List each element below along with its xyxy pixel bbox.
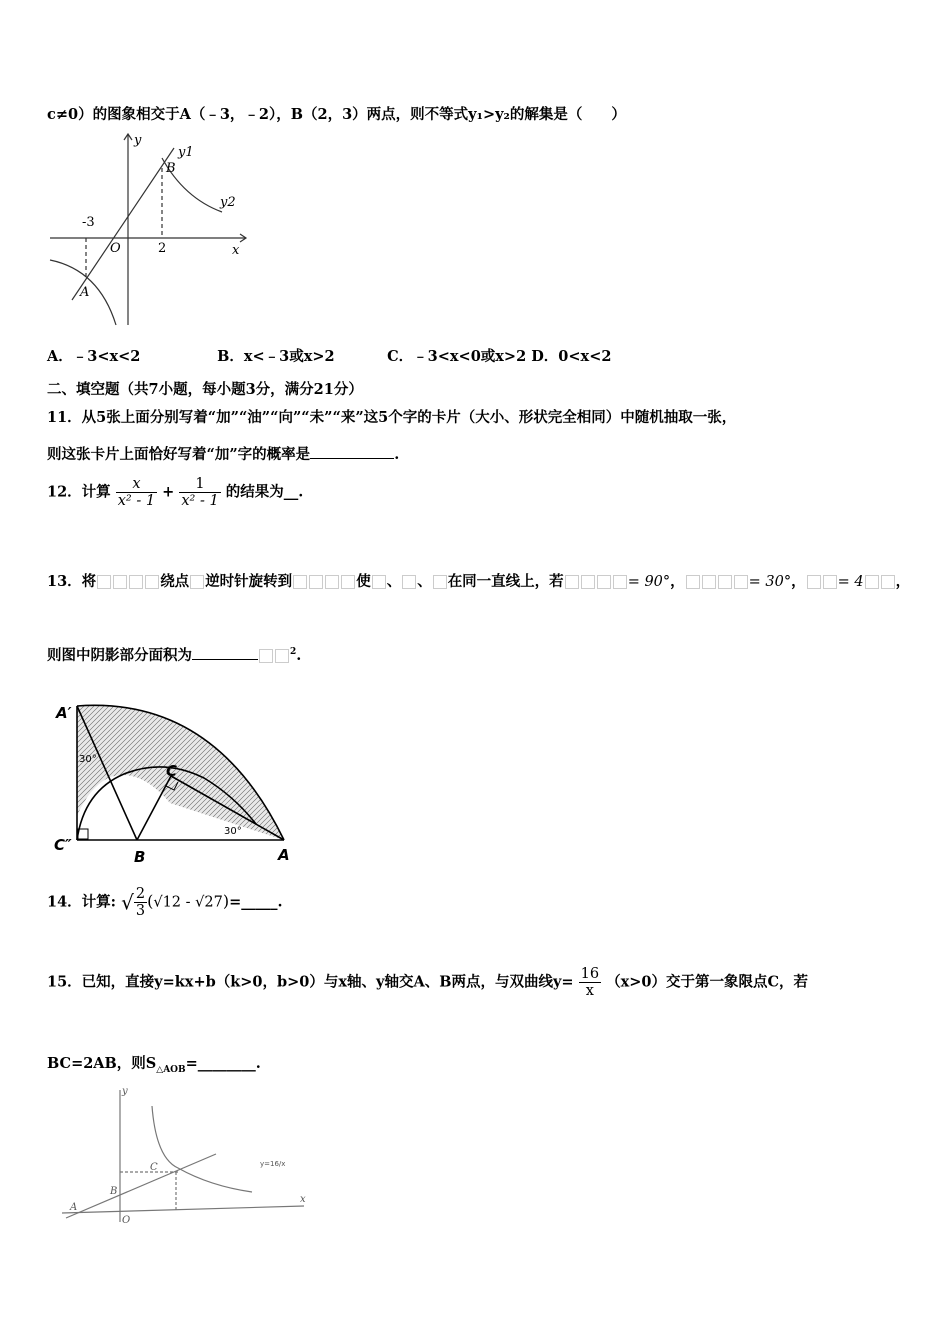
q12-line [47,476,303,509]
q13-blank[interactable] [192,659,258,660]
q14-inner: √12 - √27 [153,894,223,911]
missing-glyph-icon [597,575,611,589]
label-y2: y2 [220,195,236,210]
q14-paren-close: ) [222,891,230,911]
tick-2: 2 [158,241,167,256]
label-x: x [300,1194,306,1205]
missing-glyph-icon [309,575,323,589]
q13-t2: 逆时针旋转到 [205,573,293,590]
q10-option-b[interactable]: B．x<﹣3或x>2 [217,348,335,365]
q14-prefix: 14．计算: [47,893,117,911]
q15-text-a: 15．已知，直接y=kx+b（k>0，b>0）与x轴、y轴交A、B两点，与双曲线y= [47,973,574,991]
q11-tail: . [394,446,400,463]
missing-glyph-icon [865,575,879,589]
q15-figure [60,1082,320,1227]
q11-text: 则这张卡片上面恰好写着“加”字的概率是 [47,446,311,463]
label-A-prime: A′ [56,704,72,722]
q12-suffix: 的结果为__. [225,483,304,501]
label-A: A [70,1202,78,1213]
missing-glyph-icon [341,575,355,589]
missing-glyph-icon [565,575,579,589]
missing-glyph-icon [113,575,127,589]
label-B: B [110,1186,118,1197]
q15-frac-num: 16 [580,966,600,982]
missing-glyph-icon [293,575,307,589]
q13-unit-sup: 2 [290,647,297,658]
q11-line1: 11．从5张上面分别写着“加”“油”“向”“未”“来”这5个字的卡片（大小、形状完全相同）中随机抽取一张， [47,409,737,426]
missing-glyph-icon [581,575,595,589]
q10-stem: c≠0）的图象相交于A（﹣3，﹣2），B（2，3）两点，则不等式y₁>y₂的解集是（ ） [47,106,626,123]
label-y: y [134,133,142,148]
label-y1: y1 [178,145,194,160]
missing-glyph-icon [129,575,143,589]
q12-plus: + [162,483,175,501]
label-C: C [150,1162,158,1173]
label-C-prime: C″ [54,836,72,854]
q10-option-a[interactable]: A．﹣3<x<2 [47,348,141,365]
label-C: C [166,762,178,780]
label-angle-A: 30° [224,826,242,837]
q10-option-d[interactable]: D．0<x<2 [531,348,612,365]
label-angle-A1: 30° [79,754,97,765]
tick-neg3: -3 [82,215,95,230]
q13-comma: ， [670,573,685,590]
missing-glyph-icon [613,575,627,589]
missing-glyph-icon [881,575,895,589]
missing-glyph-icon [325,575,339,589]
q13-t5: 、 [417,573,432,590]
q13-line1 [47,570,910,591]
q14-paren-open: ( [147,891,154,911]
label-O: O [110,241,121,256]
missing-glyph-icon [734,575,748,589]
missing-glyph-icon [372,575,386,589]
q13-line2 [47,644,301,665]
q12-frac1-num: x [132,476,141,492]
q15-line2 [47,1052,261,1075]
q13-line2-text: 则图中阴影部分面积为 [47,647,192,664]
q13-length-4: = 4 [837,574,864,590]
q13-figure [44,696,304,866]
q15-line2-post: =________. [185,1055,261,1072]
missing-glyph-icon [275,649,289,663]
q15-line2-pre: BC=2AB，则S [47,1055,157,1072]
q12-fraction-1 [116,476,157,509]
q11-blank[interactable] [310,458,394,459]
label-B: B [134,848,146,866]
q14-rad-num: 2 [135,886,146,902]
q11-line2 [47,443,399,464]
q12-fraction-2 [179,476,220,509]
q15-line1 [47,966,808,999]
q15-text-b: （x>0）交于第一象限点C，若 [606,973,809,991]
q13-comma: ， [791,573,806,590]
hyperbola [152,1106,252,1192]
q13-angle-30: = 30° [748,574,792,590]
missing-glyph-icon [259,649,273,663]
q10-option-c[interactable]: C．﹣3<x<0或x>2 [387,348,527,365]
q13-angle-90: = 90° [627,574,671,590]
q14-suffix: =_____. [229,893,283,911]
q15-subscript: △AOB [156,1064,186,1075]
q10-options [47,345,611,366]
label-x: x [232,243,240,258]
label-A: A [80,285,90,300]
x-axis [62,1206,304,1213]
section2-title: 二、填空题（共7小题，每小题3分，满分21分） [47,381,363,398]
missing-glyph-icon [807,575,821,589]
missing-glyph-icon [433,575,447,589]
q10-graph [44,130,254,330]
q14-line [47,886,283,919]
q13-t3: 使 [356,573,371,590]
q13-prefix: 13．将 [47,573,97,590]
q13-tail: . [296,647,302,664]
label-curve: y=16/x [260,1160,286,1168]
q15-frac-den: x [579,982,601,999]
missing-glyph-icon [190,575,204,589]
q13-comma: ， [895,573,911,590]
missing-glyph-icon [823,575,837,589]
q14-rad-den: 3 [135,903,146,919]
label-A: A [278,846,290,864]
missing-glyph-icon [718,575,732,589]
q13-t6: 在同一直线上，若 [447,573,564,590]
missing-glyph-icon [145,575,159,589]
label-B: B [166,161,176,176]
line-ABC [66,1154,216,1218]
missing-glyph-icon [702,575,716,589]
q13-t4: 、 [386,573,402,590]
q14-radical-fraction [134,886,147,919]
missing-glyph-icon [97,575,111,589]
q12-frac2-den: x² - 1 [181,493,219,509]
label-y: y [122,1086,128,1097]
q13-t1: 绕点 [160,573,190,590]
q12-frac2-num: 1 [195,476,205,492]
q15-fraction [579,966,601,999]
missing-glyph-icon [402,575,416,589]
missing-glyph-icon [686,575,700,589]
label-O: O [122,1215,131,1226]
q12-prefix: 12．计算 [47,483,111,501]
q12-frac1-den: x² - 1 [117,493,156,509]
sqrt-icon: √ [121,890,134,915]
